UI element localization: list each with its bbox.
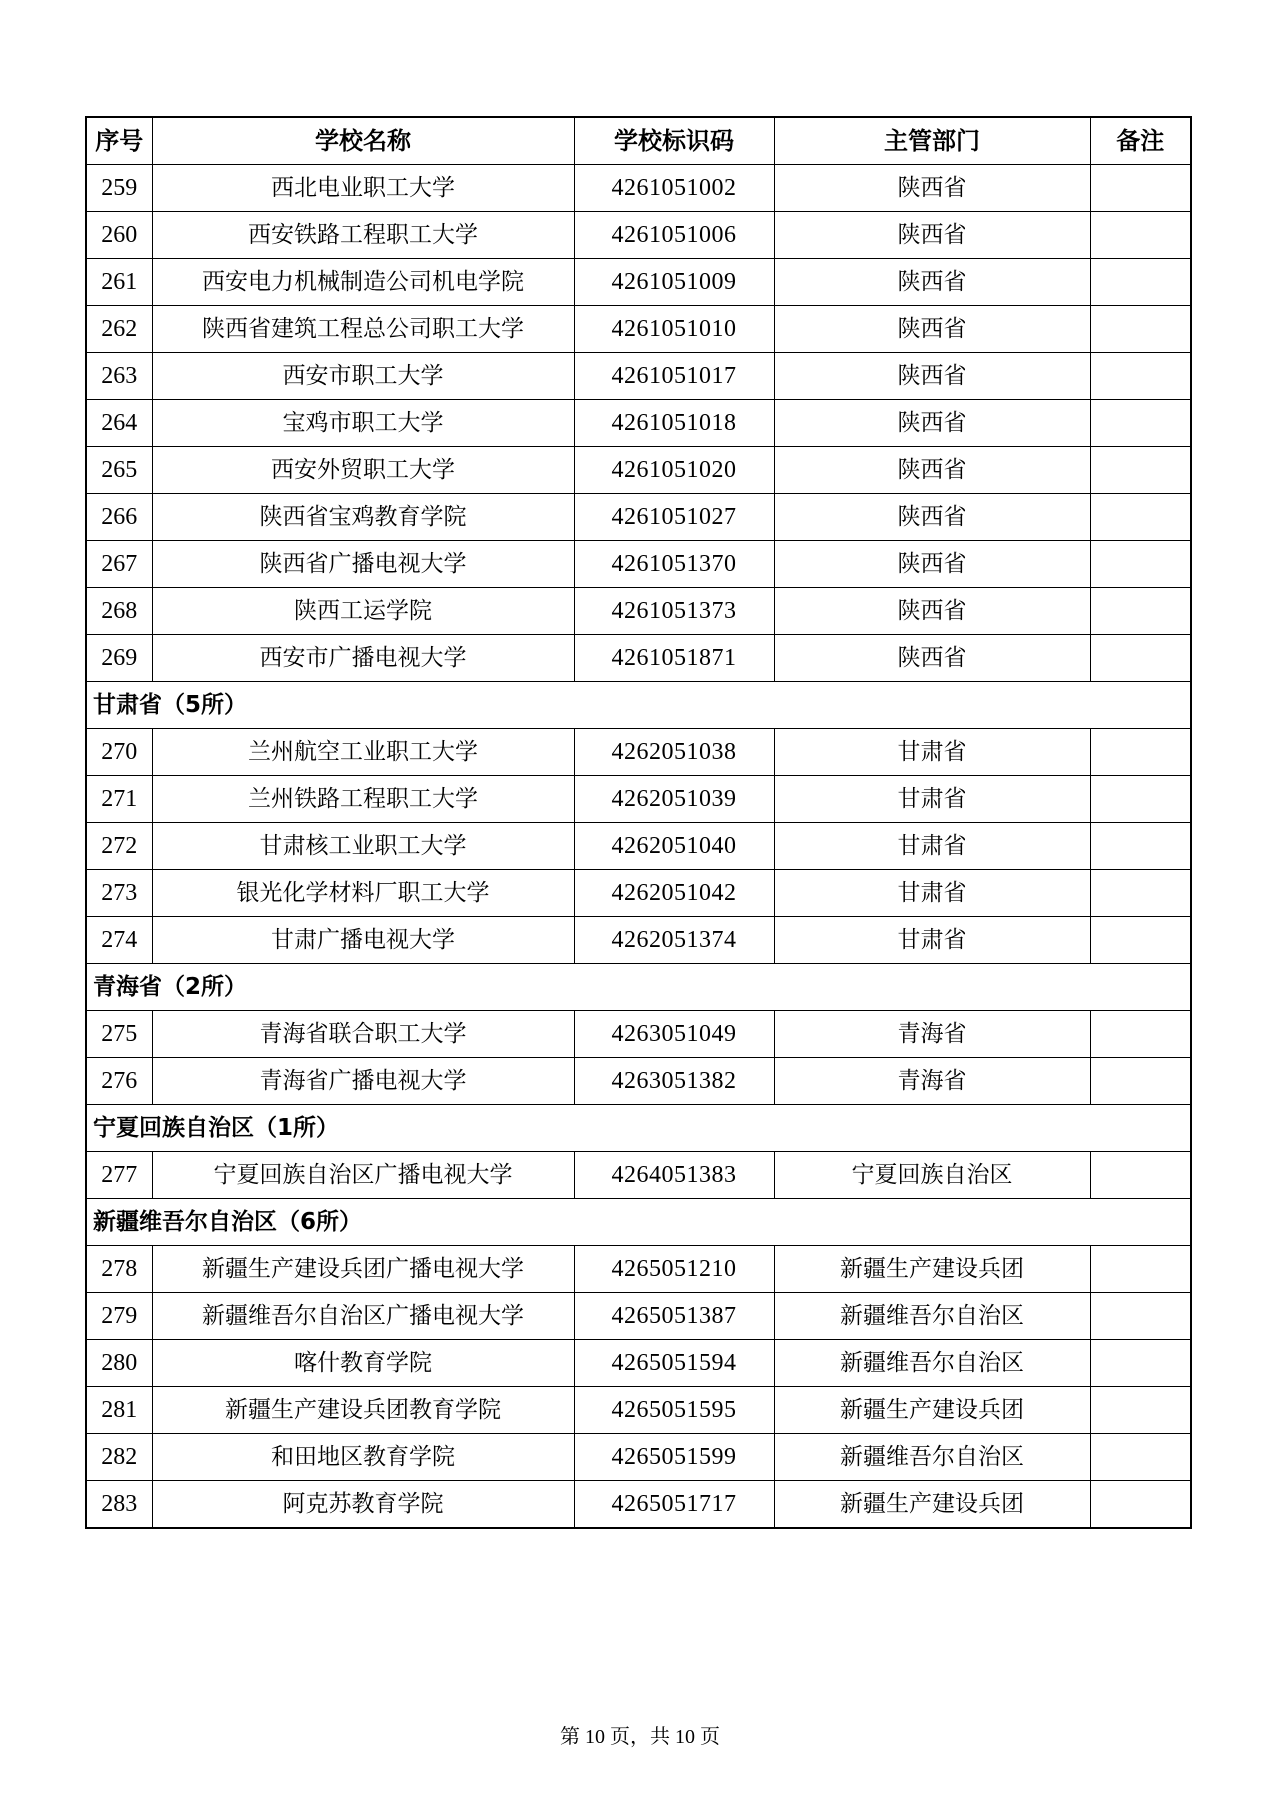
table-row xyxy=(86,165,1191,212)
row-seq: 276 xyxy=(86,1058,152,1105)
table-row xyxy=(86,1481,1191,1529)
row-seq: 282 xyxy=(86,1434,152,1481)
table-row xyxy=(86,1293,1191,1340)
row-school-code: 4265051594 xyxy=(574,1340,774,1387)
table-row xyxy=(86,353,1191,400)
row-department: 陕西省 xyxy=(774,353,1090,400)
row-note xyxy=(1090,870,1191,917)
row-seq: 267 xyxy=(86,541,152,588)
row-seq: 272 xyxy=(86,823,152,870)
row-school-code: 4261051373 xyxy=(574,588,774,635)
row-department: 陕西省 xyxy=(774,306,1090,353)
table-row xyxy=(86,588,1191,635)
table-row xyxy=(86,1387,1191,1434)
row-department: 陕西省 xyxy=(774,165,1090,212)
row-note xyxy=(1090,823,1191,870)
row-school-name: 陕西省建筑工程总公司职工大学 xyxy=(152,306,574,353)
table-row xyxy=(86,400,1191,447)
row-school-name: 宁夏回族自治区广播电视大学 xyxy=(152,1152,574,1199)
row-department: 青海省 xyxy=(774,1011,1090,1058)
header-school-code: 学校标识码 xyxy=(574,117,774,165)
group-label: 新疆维吾尔自治区（6所） xyxy=(86,1199,1191,1246)
row-department: 新疆生产建设兵团 xyxy=(774,1246,1090,1293)
row-department: 陕西省 xyxy=(774,447,1090,494)
row-school-name: 兰州航空工业职工大学 xyxy=(152,729,574,776)
row-school-name: 新疆生产建设兵团广播电视大学 xyxy=(152,1246,574,1293)
row-department: 甘肃省 xyxy=(774,823,1090,870)
row-department: 甘肃省 xyxy=(774,729,1090,776)
row-school-name: 喀什教育学院 xyxy=(152,1340,574,1387)
row-school-name: 甘肃广播电视大学 xyxy=(152,917,574,964)
row-seq: 265 xyxy=(86,447,152,494)
row-school-name: 陕西工运学院 xyxy=(152,588,574,635)
row-school-code: 4265051595 xyxy=(574,1387,774,1434)
row-seq: 262 xyxy=(86,306,152,353)
row-school-name: 新疆维吾尔自治区广播电视大学 xyxy=(152,1293,574,1340)
row-note xyxy=(1090,259,1191,306)
row-note xyxy=(1090,588,1191,635)
row-note xyxy=(1090,1387,1191,1434)
row-department: 宁夏回族自治区 xyxy=(774,1152,1090,1199)
row-school-code: 4265051717 xyxy=(574,1481,774,1529)
row-seq: 274 xyxy=(86,917,152,964)
row-school-name: 和田地区教育学院 xyxy=(152,1434,574,1481)
row-school-code: 4262051040 xyxy=(574,823,774,870)
row-school-code: 4261051009 xyxy=(574,259,774,306)
row-department: 陕西省 xyxy=(774,259,1090,306)
header-note: 备注 xyxy=(1090,117,1191,165)
group-label: 甘肃省（5所） xyxy=(86,682,1191,729)
table-row xyxy=(86,729,1191,776)
row-school-name: 西安市广播电视大学 xyxy=(152,635,574,682)
group-label: 宁夏回族自治区（1所） xyxy=(86,1105,1191,1152)
row-department: 甘肃省 xyxy=(774,917,1090,964)
header-seq: 序号 xyxy=(86,117,152,165)
row-school-code: 4263051049 xyxy=(574,1011,774,1058)
row-school-name: 银光化学材料厂职工大学 xyxy=(152,870,574,917)
row-school-name: 西北电业职工大学 xyxy=(152,165,574,212)
row-seq: 273 xyxy=(86,870,152,917)
group-header-row xyxy=(86,1199,1191,1246)
row-note xyxy=(1090,212,1191,259)
school-list-table xyxy=(85,116,1192,1529)
row-note xyxy=(1090,494,1191,541)
row-seq: 281 xyxy=(86,1387,152,1434)
row-school-code: 4262051039 xyxy=(574,776,774,823)
row-department: 甘肃省 xyxy=(774,870,1090,917)
table-row xyxy=(86,635,1191,682)
row-note xyxy=(1090,165,1191,212)
row-school-code: 4261051018 xyxy=(574,400,774,447)
row-note xyxy=(1090,306,1191,353)
table-row xyxy=(86,1011,1191,1058)
row-school-code: 4261051370 xyxy=(574,541,774,588)
row-note xyxy=(1090,1293,1191,1340)
row-department: 甘肃省 xyxy=(774,776,1090,823)
row-department: 新疆维吾尔自治区 xyxy=(774,1293,1090,1340)
row-school-code: 4261051020 xyxy=(574,447,774,494)
row-department: 陕西省 xyxy=(774,400,1090,447)
table-row xyxy=(86,1152,1191,1199)
page-number: 第 10 页，共 10 页 xyxy=(560,1726,720,1748)
row-department: 陕西省 xyxy=(774,494,1090,541)
row-school-code: 4265051210 xyxy=(574,1246,774,1293)
row-department: 陕西省 xyxy=(774,635,1090,682)
header-school-name: 学校名称 xyxy=(152,117,574,165)
row-school-name: 宝鸡市职工大学 xyxy=(152,400,574,447)
row-school-code: 4261051010 xyxy=(574,306,774,353)
row-school-code: 4261051027 xyxy=(574,494,774,541)
row-department: 新疆维吾尔自治区 xyxy=(774,1434,1090,1481)
row-note xyxy=(1090,400,1191,447)
row-note xyxy=(1090,1481,1191,1529)
row-school-code: 4264051383 xyxy=(574,1152,774,1199)
row-school-name: 西安市职工大学 xyxy=(152,353,574,400)
row-seq: 260 xyxy=(86,212,152,259)
row-department: 陕西省 xyxy=(774,588,1090,635)
row-note xyxy=(1090,917,1191,964)
header-department: 主管部门 xyxy=(774,117,1090,165)
row-school-name: 阿克苏教育学院 xyxy=(152,1481,574,1529)
row-seq: 283 xyxy=(86,1481,152,1529)
row-department: 陕西省 xyxy=(774,212,1090,259)
row-seq: 279 xyxy=(86,1293,152,1340)
row-seq: 263 xyxy=(86,353,152,400)
table-row xyxy=(86,494,1191,541)
row-note xyxy=(1090,541,1191,588)
row-note xyxy=(1090,447,1191,494)
row-note xyxy=(1090,1434,1191,1481)
row-seq: 280 xyxy=(86,1340,152,1387)
row-school-name: 甘肃核工业职工大学 xyxy=(152,823,574,870)
row-note xyxy=(1090,353,1191,400)
row-school-code: 4262051038 xyxy=(574,729,774,776)
row-seq: 271 xyxy=(86,776,152,823)
row-seq: 269 xyxy=(86,635,152,682)
table-row xyxy=(86,306,1191,353)
row-school-code: 4263051382 xyxy=(574,1058,774,1105)
row-school-name: 新疆生产建设兵团教育学院 xyxy=(152,1387,574,1434)
row-note xyxy=(1090,729,1191,776)
row-department: 新疆生产建设兵团 xyxy=(774,1387,1090,1434)
row-school-code: 4261051006 xyxy=(574,212,774,259)
table-row xyxy=(86,1434,1191,1481)
row-note xyxy=(1090,1340,1191,1387)
row-note xyxy=(1090,635,1191,682)
row-seq: 270 xyxy=(86,729,152,776)
row-school-code: 4262051042 xyxy=(574,870,774,917)
row-note xyxy=(1090,776,1191,823)
table-row xyxy=(86,212,1191,259)
table-row xyxy=(86,776,1191,823)
row-note xyxy=(1090,1246,1191,1293)
row-seq: 264 xyxy=(86,400,152,447)
row-seq: 259 xyxy=(86,165,152,212)
table-row xyxy=(86,447,1191,494)
row-school-code: 4265051387 xyxy=(574,1293,774,1340)
row-note xyxy=(1090,1011,1191,1058)
table-row xyxy=(86,917,1191,964)
row-seq: 268 xyxy=(86,588,152,635)
row-school-code: 4265051599 xyxy=(574,1434,774,1481)
row-department: 青海省 xyxy=(774,1058,1090,1105)
row-school-name: 青海省广播电视大学 xyxy=(152,1058,574,1105)
row-department: 新疆生产建设兵团 xyxy=(774,1481,1090,1529)
row-seq: 275 xyxy=(86,1011,152,1058)
row-school-name: 西安电力机械制造公司机电学院 xyxy=(152,259,574,306)
group-header-row xyxy=(86,1105,1191,1152)
table-row xyxy=(86,259,1191,306)
row-department: 新疆维吾尔自治区 xyxy=(774,1340,1090,1387)
row-school-name: 陕西省宝鸡教育学院 xyxy=(152,494,574,541)
table-row xyxy=(86,541,1191,588)
table-header-row xyxy=(86,117,1191,165)
row-school-code: 4261051002 xyxy=(574,165,774,212)
table-row xyxy=(86,1058,1191,1105)
row-note xyxy=(1090,1058,1191,1105)
row-seq: 278 xyxy=(86,1246,152,1293)
row-school-name: 青海省联合职工大学 xyxy=(152,1011,574,1058)
table-row xyxy=(86,1246,1191,1293)
row-school-code: 4261051017 xyxy=(574,353,774,400)
table-row xyxy=(86,823,1191,870)
row-school-name: 兰州铁路工程职工大学 xyxy=(152,776,574,823)
table-body xyxy=(86,165,1191,1529)
row-seq: 261 xyxy=(86,259,152,306)
row-school-name: 西安外贸职工大学 xyxy=(152,447,574,494)
row-school-name: 陕西省广播电视大学 xyxy=(152,541,574,588)
row-seq: 277 xyxy=(86,1152,152,1199)
group-label: 青海省（2所） xyxy=(86,964,1191,1011)
group-header-row xyxy=(86,964,1191,1011)
table-row xyxy=(86,1340,1191,1387)
row-note xyxy=(1090,1152,1191,1199)
table-row xyxy=(86,870,1191,917)
row-seq: 266 xyxy=(86,494,152,541)
group-header-row xyxy=(86,682,1191,729)
row-school-name: 西安铁路工程职工大学 xyxy=(152,212,574,259)
row-department: 陕西省 xyxy=(774,541,1090,588)
row-school-code: 4262051374 xyxy=(574,917,774,964)
row-school-code: 4261051871 xyxy=(574,635,774,682)
